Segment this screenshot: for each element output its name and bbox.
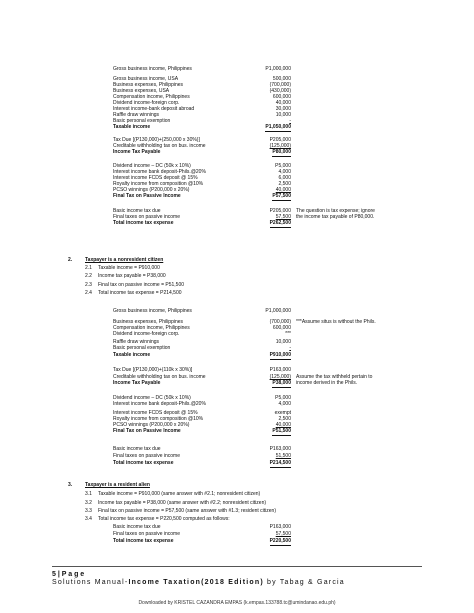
ledger-row [0,453,474,460]
row-label: Final taxes on passive income [113,453,180,459]
row-amount: 600,000 [272,325,291,331]
row-amount: P163,000 [269,524,291,530]
row-amount: exempt [274,410,291,416]
row-label: Total income tax expense [113,460,174,466]
total-row [0,149,474,156]
ledger-row [0,308,474,315]
row-label: Business expenses, USA [113,88,170,94]
total-row [0,428,474,435]
row-amount: 40,000 [275,187,291,193]
row-amount: P38,000 [272,380,291,386]
row-label: Income Tax Payable [113,380,161,386]
section-title [85,482,150,489]
row-label: Final taxes on passive income [113,214,180,220]
footer-divider [52,566,422,567]
row-label: Taxable income [113,352,151,358]
ledger-row [0,345,474,352]
row-label: Compensation income, Philippines [113,325,190,331]
row-label: Interest income FCDS deposit @ 15% [113,175,198,181]
row-label: Basic income tax due [113,524,161,530]
row-amount: 500,000 [272,76,291,82]
row-label: Raffle draw winnings [113,339,160,345]
row-amount: 6,000 [278,175,291,181]
row-amount: P80,000 [272,149,291,155]
row-label: Dividend income-foreign corp. [113,100,180,106]
row-label: Total income tax expense [113,538,174,544]
row-amount: P163,000 [269,446,291,452]
row-amount: P262,500 [269,220,291,226]
row-label: Dividend income-foreign corp. [113,331,180,337]
row-label: Interest income-bank deposit abroad [113,106,195,112]
list-item-number: 2.2 [85,273,92,279]
list-item-text: Taxable income = P910,000 [98,265,160,271]
row-note: Assume the tax withheld pertain to [296,374,373,380]
row-label: Interest income bank deposit-Phils.@20% [113,401,206,407]
row-label: Tax Due [(P130,000)+(110k x 30%)] [113,367,193,373]
row-label: Basic personal exemption [113,118,171,124]
list-item-text: Income tax payable = P38,000 (same answer with #2.2; nonresident citizen) [98,500,267,506]
ledger-row [0,331,474,338]
row-label: Business expenses, Philippines [113,82,184,88]
ledger-row [0,524,474,531]
row-amount: 57,500 [275,531,291,537]
row-amount: P51,500 [272,428,291,434]
row-label: Business expenses, Philippines [113,319,184,325]
row-amount: *** [285,331,291,337]
row-note: ***Assume situs is without the Phils. [296,319,376,325]
section-number: 3. [68,482,73,488]
row-label: Final Tax on Passive Income [113,193,181,199]
row-label: PCSO winnings (P200,000 x 20%) [113,422,190,428]
list-item-text: Total income tax expense = P214,500 [98,290,182,296]
manual-title [52,578,345,587]
row-label: Basic personal exemption [113,345,171,351]
list-item-number: 2.1 [85,265,92,271]
row-label: Income Tax Payable [113,149,161,155]
row-note: income derived in the Phils. [296,380,358,386]
row-amount: P910,000 [269,352,291,358]
row-amount: P205,000 [269,137,291,143]
row-amount: P5,000 [275,163,291,169]
row-amount: - [289,118,291,124]
row-amount: P5,000 [275,395,291,401]
row-label: Final Tax on Passive Income [113,428,181,434]
row-amount: P205,000 [269,208,291,214]
row-amount: P57,500 [272,193,291,199]
row-amount: 600,000 [272,94,291,100]
row-amount: 57,500 [275,214,291,220]
total-row [0,352,474,359]
total-row [0,124,474,131]
manual-prefix: Solutions Manual- [52,579,129,586]
row-label: Final taxes on passive income [113,531,180,537]
row-amount: (700,000) [269,319,291,325]
manual-authors: by Tabag & Garcia [263,579,345,586]
row-amount: 10,000 [275,112,291,118]
row-amount: - [289,345,291,351]
page-number: 5 | P a g e [52,571,85,578]
row-label: Royalty income from composition @10% [113,416,204,422]
list-item-number: 2.4 [85,290,92,296]
row-amount: 40,000 [275,422,291,428]
row-label: Total income tax expense [113,220,174,226]
row-label: Tax Due [(P130,000)+(250,000 x 30%)] [113,137,200,143]
row-label: PCSO winnings (P200,000 x 20%) [113,187,190,193]
row-amount: 4,000 [278,169,291,175]
section-title-text: Taxpayer is a resident alien [85,482,150,488]
row-amount: P220,500 [269,538,291,544]
list-item-number: 3.3 [85,508,92,514]
row-amount: P214,500 [269,460,291,466]
download-notice: Downloaded by KRISTEL CAZANDRA EMPAS (k.empas.133788.tc@umindanao.edu.ph) [138,600,336,606]
list-item-number: 2.3 [85,282,92,288]
row-note: the income tax payable of P80,000. [296,214,375,220]
row-amount: (125,000) [269,143,291,149]
row-label: Royalty income from composition @10% [113,181,204,187]
row-amount: P1,000,000 [265,66,291,72]
total-row [0,460,474,467]
row-label: Dividend income – DC (50k x 10%) [113,395,191,401]
row-label: Interest income bank deposit-Phils.@20% [113,169,206,175]
row-label: Basic income tax due [113,208,161,214]
section-title-text: Taxpayer is a nonresident citizen [85,257,164,263]
row-amount: 2,500 [278,181,291,187]
row-amount: (700,000) [269,82,291,88]
row-amount: 2,500 [278,416,291,422]
list-item-text: Taxable income = P910,000 (same answer with #2.1; nonresident citizen) [98,491,261,497]
section-number: 2. [68,257,73,263]
list-item-text: Income tax payable = P38,000 [98,273,166,279]
manual-book-title: Income Taxation(2018 Edition) [128,579,264,586]
ledger-row [0,66,474,73]
row-label: Creditable withholding tax on bus. income [113,143,206,149]
list-item-text: Final tax on passive income = P51,500 [98,282,185,288]
row-label: Taxable income [113,124,151,130]
list-item-number: 3.2 [85,500,92,506]
row-amount: (430,000) [269,88,291,94]
row-amount: P163,000 [269,367,291,373]
row-amount: 40,000 [275,100,291,106]
total-row [0,538,474,545]
row-amount: 4,000 [278,401,291,407]
list-item-number: 3.1 [85,491,92,497]
ledger-row [0,367,474,374]
ledger-row [0,531,474,538]
list-item-text: Final tax on passive income = P57,500 (same answer with #1.3; resident citizen) [98,508,277,514]
row-amount: 10,000 [275,339,291,345]
list-item-number: 3.4 [85,516,92,522]
row-label: Raffle draw winnings [113,112,160,118]
total-row [0,220,474,227]
row-label: Gross business income, USA [113,76,179,82]
total-row [0,193,474,200]
row-amount: P1,000,000 [265,308,291,314]
total-row [0,380,474,387]
row-amount: 51,500 [275,453,291,459]
row-note: The question is tax expense; ignore [296,208,375,214]
row-label: Compensation income, Philippines [113,94,190,100]
row-amount: 30,000 [275,106,291,112]
row-label: Dividend income – DC (50k x 10%) [113,163,191,169]
row-amount: (125,000) [269,374,291,380]
row-amount: P1,050,000 [265,124,291,130]
row-label: Basic income tax due [113,446,161,452]
list-item-text: Total income tax expense = P220,500 computed as follows: [98,516,230,522]
row-label: Creditable withholding tax on bus. income [113,374,206,380]
section-title [85,257,163,264]
ledger-row [0,401,474,408]
row-label: Gross business income, Philippines [113,308,192,314]
ledger-row [0,446,474,453]
row-label: Interest income FCDS deposit @ 15% [113,410,198,416]
row-label: Gross business income, Philippines [113,66,192,72]
